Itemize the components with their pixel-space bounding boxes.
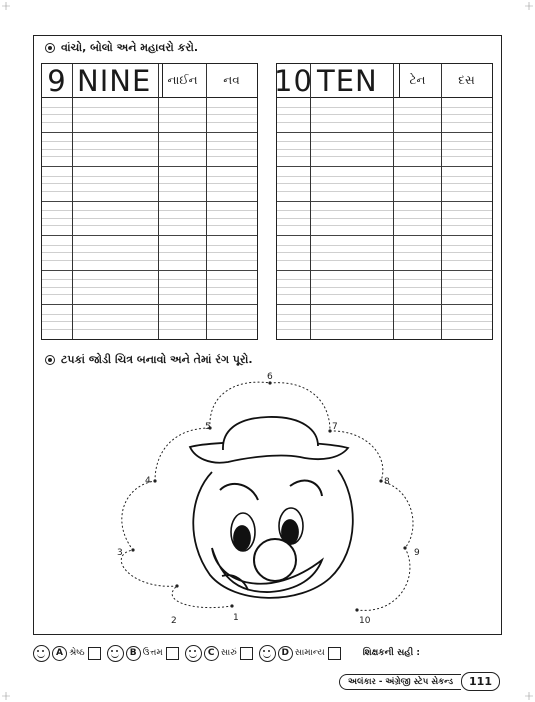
gujarati-spelling-header: નાઈન [159, 64, 207, 97]
gujarati-number-header: નવ [223, 73, 240, 87]
grade-letter: C [204, 646, 219, 661]
page-info [339, 672, 500, 691]
teacher-signature-label: શિક્ષકની સહી : [362, 648, 420, 658]
grade-letter: B [126, 646, 141, 661]
grade-letter: A [52, 646, 67, 661]
grade-checkbox[interactable] [88, 647, 101, 660]
gujarati-spelling-header: ટેન [394, 64, 442, 97]
smiley-icon [185, 645, 202, 662]
grade-checkbox[interactable] [328, 647, 341, 660]
dot-number: 5 [205, 422, 211, 432]
grade-footer [33, 640, 500, 666]
number-header: 10 [274, 63, 313, 98]
dot-number: 3 [117, 548, 123, 558]
section2-text: ટપકાં જોડી ચિત્ર બનાવો અને તેમાં રંગ પૂરો. [61, 353, 253, 366]
dot-number: 2 [171, 616, 177, 626]
dot-number: 7 [332, 422, 338, 432]
page-number: 111 [461, 672, 500, 691]
grade-label: સામાન્ય [294, 648, 325, 658]
grade-checkbox[interactable] [166, 647, 179, 660]
book-title: અલંકાર - અંગ્રેજી સ્ટેપ સેકન્ડ [339, 674, 461, 690]
grade-label: સારું [220, 648, 237, 658]
word-header: TEN [311, 64, 400, 97]
grade-label: ઉત્તમ [142, 648, 163, 658]
word-header: NINE [73, 64, 163, 97]
section1-text: વાંચો, બોલો અને મહાવરો કરો. [61, 41, 198, 54]
gujarati-number-header: દસ [458, 73, 475, 87]
grade-checkbox[interactable] [240, 647, 253, 660]
dot-number: 4 [145, 476, 151, 486]
dot-number: 10 [359, 616, 371, 626]
grade-letter: D [278, 646, 293, 661]
grade-a [33, 645, 101, 662]
dot-number: 8 [384, 477, 390, 487]
dot-number: 6 [267, 372, 273, 382]
grade-d [259, 645, 341, 662]
clown-face-icon [190, 417, 353, 598]
number-header: 9 [42, 64, 73, 97]
smiley-icon [33, 645, 50, 662]
grade-b [107, 645, 179, 662]
dot-number: 1 [233, 613, 239, 623]
grade-c [185, 645, 253, 662]
smiley-icon [259, 645, 276, 662]
smiley-icon [107, 645, 124, 662]
dot-number: 9 [414, 548, 420, 558]
grade-label: શ્રેષ્ઠ [69, 648, 85, 658]
